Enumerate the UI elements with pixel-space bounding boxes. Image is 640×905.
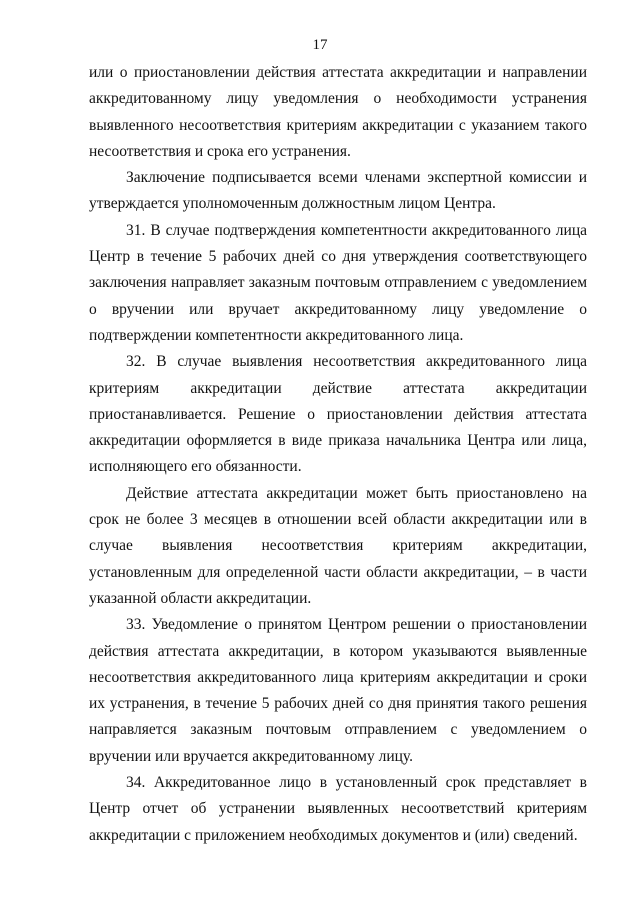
paragraph-item-32: 32. В случае выявления несоответствия аккредитованного лица критериям аккредитации действие аттестата аккредитации приостанавливается. Решение о приостановлении действия аттестата аккредитации оформляется в виде приказа начальника Центра или лица, исполняющего его обязанности. [89,353,587,476]
paragraph-item-31: 31. В случае подтверждения компетентности аккредитованного лица Центр в течение 5 рабочих дней со дня утверждения соответствующего заключения направляет заказным почтовым отправлением с уведомлением о вручении или вручает аккредитованному лицу уведомление о подтверждении компетентности аккредитованного лица. [89,221,587,344]
paragraph-suspension-term: Действие аттестата аккредитации может быть приостановлено на срок не более 3 месяцев в отношении всей области аккредитации или в случае выявления несоответствия критериям аккредитации, установленным для определенной части области аккредитации, – в части указанной области аккредитации. [89,484,587,607]
paragraph-continuation: или о приостановлении действия аттестата аккредитации и направлении аккредитованному лицу уведомления о необходимости устранения выявленного несоответствия критериям аккредитации с указанием такого несоответствия и срока его устранения. [89,64,587,160]
page-number: 17 [312,37,328,53]
paragraph-item-33: 33. Уведомление о принятом Центром решении о приостановлении действия аттестата аккредитации, в котором указываются выявленные несоответствия аккредитованного лица критериям аккредитации и сроки их устранения, в течение 5 рабочих дней со дня принятия такого решения направляется заказным почтовым отправлением с уведомлением о вручении или вручается аккредитованному лицу. [89,616,587,765]
document-body [89,60,587,849]
paragraph-item-34: 34. Аккредитованное лицо в установленный срок представляет в Центр отчет об устранении выявленных несоответствий критериям аккредитации с приложением необходимых документов и (или) сведений. [89,774,587,844]
paragraph-conclusion-signing: Заключение подписывается всеми членами экспертной комиссии и утверждается уполномоченным должностным лицом Центра. [89,169,587,213]
